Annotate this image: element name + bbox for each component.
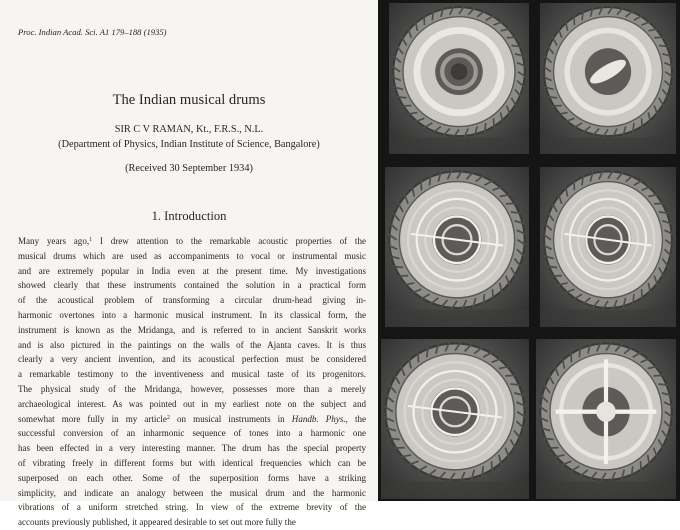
text-line: of the acoustical problem of transforming a circular drum-head giving in- [18,293,366,308]
drum-head-image [536,339,676,499]
text-line: somewhat more fully in my article$^2$ on musical instruments in Handb. Phys., the [18,412,366,427]
text-line: showed clearly that these instruments contained the solution in a practical form [18,278,366,293]
text-line: Many years ago,$^1$ I drew attention to the remarkable acoustic properties of the [18,234,366,249]
text-line: instrument is known as the Mridanga, and is referred to in ancient Sanskrit works [18,323,366,338]
text-line: harmonic overtones into a harmonic musical instrument. In its classical form, the [18,308,366,323]
text-line: clearly a very ancient invention, and its acoustical perfection must be considered [18,352,366,367]
drum-photo-top-right [540,3,676,154]
received-date: (Received 30 September 1934) [0,163,378,174]
text-line: a remarkable testimony to the inventiveness and musical taste of its progenitors. [18,367,366,382]
affiliation-line: (Department of Physics, Indian Institute of Science, Bangalore) [0,139,378,150]
drum-photo-middle-right [540,167,676,327]
text-line: The physical study of the Mridanga, however, possesses more than a merely [18,382,366,397]
text-line: and are extremely popular in India even at the present time. My investigations [18,264,366,279]
text-line: has been effected in a very interesting manner. The drum has the special property [18,441,366,456]
text-line: musical drums which are used as accompaniments to vocal or instrumental music [18,249,366,264]
journal-citation: Proc. Indian Acad. Sci. A1 179–188 (1935) [18,27,167,37]
text-line: accounts previously published, it appeared desirable to set out more fully the [18,515,366,530]
drum-head-image [540,167,676,327]
text-line: superposed on each other. Some of the superposition forms have a striking [18,471,366,486]
text-line: simplicity, and indicate an analogy between the musical drum and the harmonic [18,486,366,501]
text-line: vibrations of a uniform stretched string. In view of the extreme brevity of the [18,500,366,515]
text-line: archaeological interest. As was pointed out in my earliest note on the subject and [18,397,366,412]
text-line: and is also pictured in the paintings on the walls of the Ajanta caves. It is thus [18,338,366,353]
drum-photo-bottom-left [381,339,529,499]
drum-photo-bottom-right [536,339,676,499]
drum-head-image [389,3,529,154]
introduction-text [18,234,366,530]
drum-head-image [385,167,529,327]
author-line: SIR C V RAMAN, Kt., F.R.S., N.L. [0,124,378,135]
text-line: of vibrating freely in different forms but with identical frequencies which can be [18,456,366,471]
text-line: successful conversion of an inharmonic sequence of tones into a harmonic one [18,426,366,441]
drum-head-image [540,3,676,154]
paper-title: The Indian musical drums [0,92,378,109]
section-heading: 1. Introduction [0,209,378,224]
drum-head-image [381,339,529,499]
photo-plate [378,0,680,501]
drum-photo-top-left [389,3,529,154]
drum-photo-middle-left [385,167,529,327]
